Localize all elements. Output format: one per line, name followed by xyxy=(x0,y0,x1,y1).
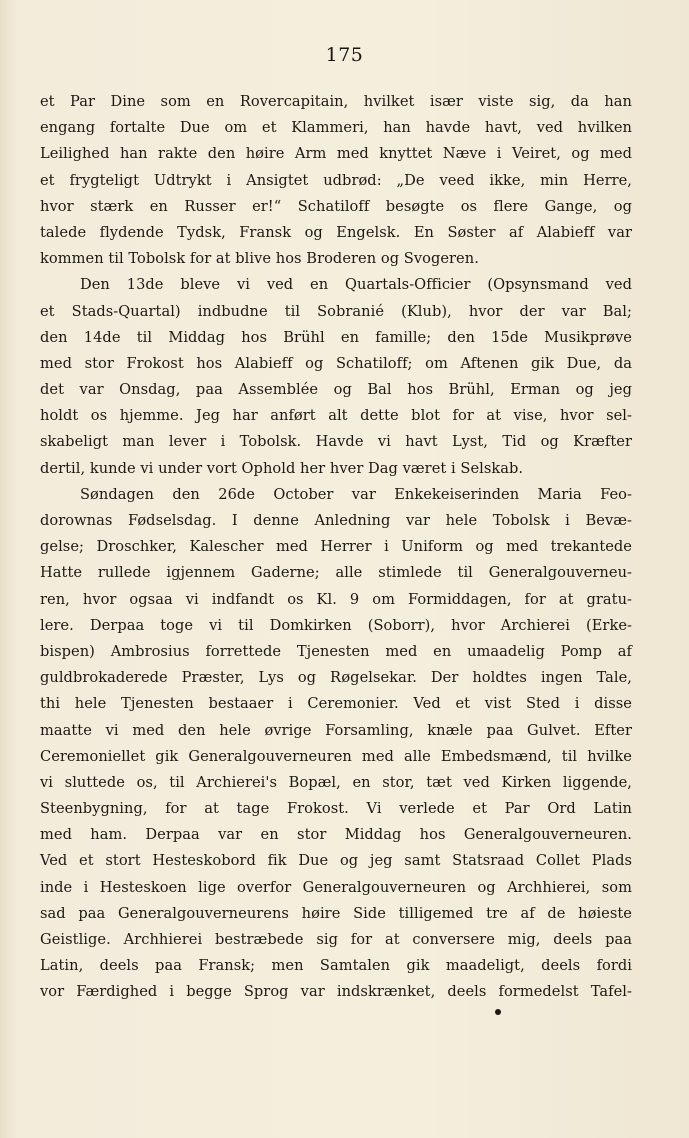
text-line: vi sluttede os, til Archierei's Bopæl, en stor, tæt ved Kirken liggende, xyxy=(40,773,632,791)
text-line: maatte vi med den hele øvrige Forsamling, knæle paa Gulvet. Efter xyxy=(40,721,632,739)
text-line: Hatte rullede igjennem Gaderne; alle stimlede til Generalgouverneu- xyxy=(40,564,632,582)
text-line: kommen til Tobolsk for at blive hos Broderen og Svogeren. xyxy=(40,250,479,268)
text-line: Søndagen den 26de October var Enkekeiserinden Maria Feo- xyxy=(80,485,632,503)
page-number: 175 xyxy=(325,44,364,66)
text-line: det var Onsdag, paa Assemblée og Bal hos Brühl, Erman og jeg xyxy=(40,381,632,399)
text-line: dertil, kunde vi under vort Ophold her hver Dag været i Selskab. xyxy=(40,459,524,477)
body-text xyxy=(40,89,632,1006)
text-line: skabeligt man lever i Tobolsk. Havde vi havt Lyst, Tid og Kræfter xyxy=(40,433,632,451)
text-line: et Par Dine som en Rovercapitain, hvilket især viste sig, da han xyxy=(40,93,632,110)
text-line: talede flydende Tydsk, Fransk og Engelsk. En Søster af Alabieff var xyxy=(40,223,632,241)
text-line: holdt os hjemme. Jeg har anført alt dette blot for at vise, hvor sel- xyxy=(40,407,632,425)
text-line: med ham. Derpaa var en stor Middag hos Generalgouverneuren. xyxy=(40,826,632,844)
text-line: hvor stærk en Russer er!“ Schatiloff besøgte os flere Gange, og xyxy=(40,197,632,215)
text-line: ren, hvor ogsaa vi indfandt os Kl. 9 om Formiddagen, for at gratu- xyxy=(40,590,632,608)
text-line: sad paa Generalgouverneurens høire Side tilligemed tre af de høieste xyxy=(40,904,632,922)
text-line: med stor Frokost hos Alabieff og Schatiloff; om Aftenen gik Due, da xyxy=(40,354,632,372)
text-line: et frygteligt Udtrykt i Ansigtet udbrød: „De veed ikke, min Herre, xyxy=(40,171,632,189)
text-line: lere. Derpaa toge vi til Domkirken (Soborr), hvor Archierei (Erke- xyxy=(40,616,632,634)
text-line: et Stads-Quartal) indbudne til Sobranié (Klub), hvor der var Bal; xyxy=(40,302,632,320)
text-line: Geistlige. Archhierei bestræbede sig for at conversere mig, deels paa xyxy=(40,931,632,948)
text-line: inde i Hesteskoen lige overfor Generalgouverneuren og Archhierei, som xyxy=(40,878,632,896)
text-line: engang fortalte Due om et Klammeri, han havde havt, ved hvilken xyxy=(40,119,632,137)
text-line: Leilighed han rakte den høire Arm med knyttet Næve i Veiret, og med xyxy=(40,145,632,163)
text-line: Ceremoniellet gik Generalgouverneuren med alle Embedsmænd, til hvilke xyxy=(40,747,632,765)
text-line: den 14de til Middag hos Brühl en famille; den 15de Musikprøve xyxy=(40,328,632,346)
text-line: Den 13de bleve vi ved en Quartals-Officier (Opsynsmand ved xyxy=(80,276,632,294)
text-line: Steenbygning, for at tage Frokost. Vi verlede et Par Ord Latin xyxy=(40,800,632,818)
text-line: bispen) Ambrosius forrettede Tjenesten med en umaadelig Pomp af xyxy=(40,642,632,660)
text-line: dorownas Fødselsdag. I denne Anledning var hele Tobolsk i Bevæ- xyxy=(40,512,632,529)
ink-spot xyxy=(495,1009,501,1015)
text-line: guldbrokaderede Præster, Lys og Røgelsekar. Der holdtes ingen Tale, xyxy=(40,669,632,687)
text-line: gelse; Droschker, Kalescher med Herrer i Uniform og med trekantede xyxy=(40,538,632,556)
text-line: Latin, deels paa Fransk; men Samtalen gik maadeligt, deels fordi xyxy=(40,957,632,975)
text-line: Ved et stort Hesteskobord fik Due og jeg samt Statsraad Collet Plads xyxy=(40,852,632,870)
text-line: vor Færdighed i begge Sprog var indskrænket, deels formedelst Tafel- xyxy=(40,983,632,1001)
text-line: thi hele Tjenesten bestaaer i Ceremonier. Ved et vist Sted i disse xyxy=(40,695,632,713)
